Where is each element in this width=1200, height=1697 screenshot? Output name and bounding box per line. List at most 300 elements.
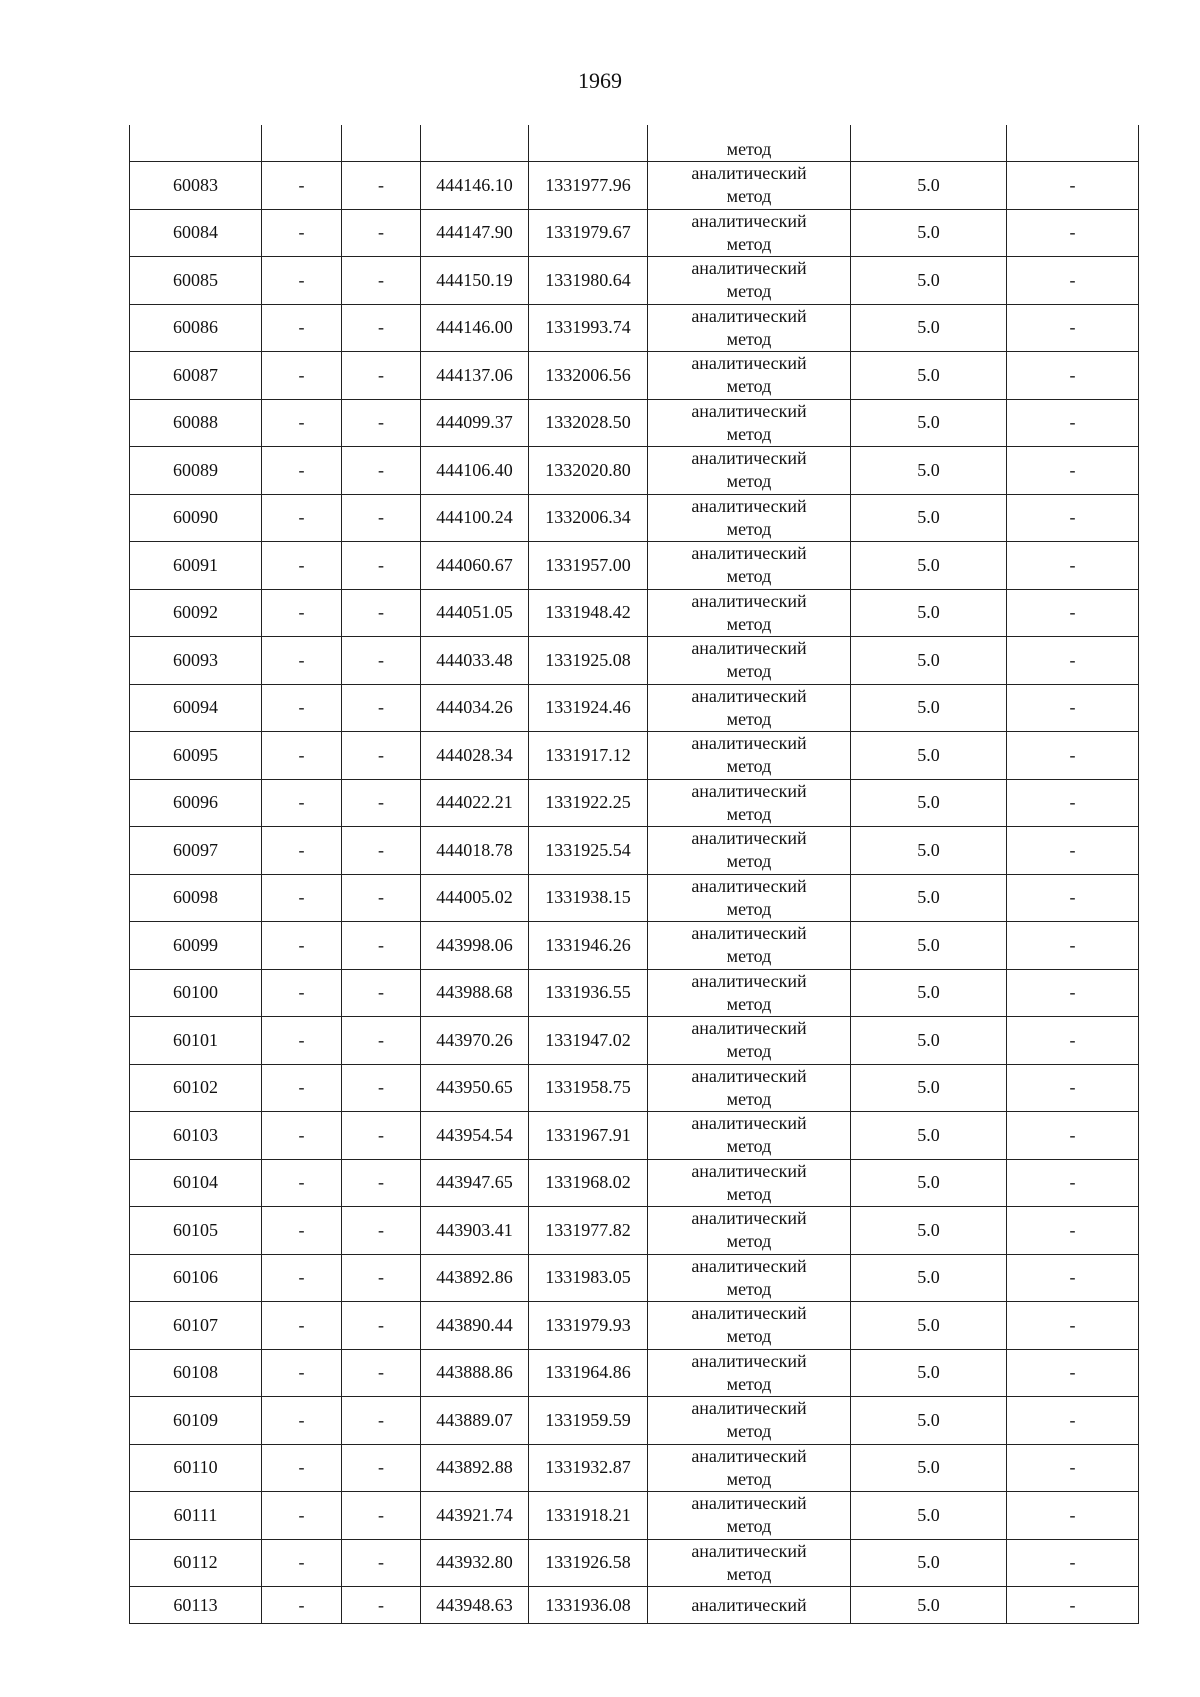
dash-cell: -	[342, 1302, 421, 1350]
dash-cell: -	[342, 1159, 421, 1207]
dash-cell: -	[1007, 1254, 1139, 1302]
method-cell	[648, 732, 851, 780]
dash-cell: -	[342, 1444, 421, 1492]
point-number-cell: 60085	[130, 257, 262, 305]
method-cell	[648, 1539, 851, 1587]
dash-cell: -	[342, 494, 421, 542]
method-line-2: метод	[726, 186, 772, 207]
dash-cell: -	[342, 1064, 421, 1112]
accuracy-cell: 5.0	[851, 1302, 1007, 1350]
x-coordinate-cell: 444150.19	[421, 257, 529, 305]
point-number-cell: 60092	[130, 589, 262, 637]
y-coordinate-cell: 1331947.02	[529, 1017, 648, 1065]
method-line-2: метод	[726, 613, 772, 634]
table-row	[130, 542, 1139, 590]
dash-cell: -	[1007, 874, 1139, 922]
table-row	[130, 1587, 1139, 1624]
point-number-cell: 60094	[130, 684, 262, 732]
dash-cell: -	[1007, 779, 1139, 827]
method-cell	[648, 1112, 851, 1160]
dash-cell: -	[342, 257, 421, 305]
accuracy-cell: 5.0	[851, 399, 1007, 447]
dash-cell: -	[342, 399, 421, 447]
method-cell	[648, 969, 851, 1017]
dash-cell: -	[1007, 1207, 1139, 1255]
table-row	[130, 1064, 1139, 1112]
accuracy-cell: 5.0	[851, 779, 1007, 827]
dash-cell: -	[342, 684, 421, 732]
table-row	[130, 209, 1139, 257]
dash-cell: -	[262, 969, 342, 1017]
x-coordinate-cell: 443903.41	[421, 1207, 529, 1255]
method-line-1: аналитический	[691, 400, 807, 421]
method-cell	[648, 447, 851, 495]
dash-cell: -	[262, 257, 342, 305]
method-line-2: метод	[726, 1516, 772, 1537]
dash-cell: -	[262, 447, 342, 495]
method-line-2: метод	[726, 1326, 772, 1347]
dash-cell: -	[342, 542, 421, 590]
y-coordinate-cell: 1332020.80	[529, 447, 648, 495]
dash-cell: -	[342, 1017, 421, 1065]
table-row	[130, 1397, 1139, 1445]
x-coordinate-cell: 444147.90	[421, 209, 529, 257]
method-line-1: аналитический	[691, 828, 807, 849]
dash-cell: -	[262, 1207, 342, 1255]
dash-cell: -	[342, 922, 421, 970]
dash-cell: -	[1007, 1302, 1139, 1350]
accuracy-cell: 5.0	[851, 162, 1007, 210]
accuracy-cell: 5.0	[851, 542, 1007, 590]
y-coordinate-cell: 1331979.67	[529, 209, 648, 257]
dash-cell: -	[1007, 542, 1139, 590]
method-cell	[648, 922, 851, 970]
method-cell	[648, 1349, 851, 1397]
dash-cell: -	[342, 1207, 421, 1255]
x-coordinate-cell: 443998.06	[421, 922, 529, 970]
x-coordinate-cell: 444100.24	[421, 494, 529, 542]
dash-cell: -	[262, 542, 342, 590]
method-line-2: метод	[726, 1136, 772, 1157]
x-coordinate-cell: 444146.10	[421, 162, 529, 210]
method-line-1: аналитический	[691, 305, 807, 326]
table-row	[130, 589, 1139, 637]
point-number-cell: 60090	[130, 494, 262, 542]
method-cell	[648, 589, 851, 637]
point-number-cell: 60113	[130, 1587, 262, 1624]
table-row	[130, 304, 1139, 352]
dash-cell: -	[262, 1587, 342, 1624]
dash-cell: -	[262, 399, 342, 447]
dash-cell: -	[1007, 922, 1139, 970]
dash-cell: -	[262, 494, 342, 542]
y-coordinate-cell: 1331938.15	[529, 874, 648, 922]
dash-cell: -	[342, 827, 421, 875]
method-line-2: метод	[726, 1468, 772, 1489]
x-coordinate-cell: 444137.06	[421, 352, 529, 400]
method-line-1: аналитический	[691, 590, 807, 611]
point-number-cell: 60096	[130, 779, 262, 827]
dash-cell: -	[262, 779, 342, 827]
point-number-cell: 60107	[130, 1302, 262, 1350]
accuracy-cell: 5.0	[851, 352, 1007, 400]
point-number-cell: 60104	[130, 1159, 262, 1207]
dash-cell: -	[1007, 637, 1139, 685]
method-line-1: аналитический	[691, 543, 807, 564]
point-number-cell: 60089	[130, 447, 262, 495]
x-coordinate-cell: 443892.88	[421, 1444, 529, 1492]
method-cell	[648, 494, 851, 542]
point-number-cell: 60110	[130, 1444, 262, 1492]
x-coordinate-cell: 443954.54	[421, 1112, 529, 1160]
table-row	[130, 162, 1139, 210]
x-coordinate-cell: 443932.80	[421, 1539, 529, 1587]
dash-cell: -	[262, 637, 342, 685]
dash-cell: -	[342, 1349, 421, 1397]
y-coordinate-cell: 1332006.56	[529, 352, 648, 400]
method-line-1: аналитический	[691, 970, 807, 991]
point-number-cell: 60091	[130, 542, 262, 590]
point-number-cell: 60102	[130, 1064, 262, 1112]
y-coordinate-cell: 1331932.87	[529, 1444, 648, 1492]
table-row	[130, 779, 1139, 827]
dash-cell: -	[1007, 589, 1139, 637]
dash-cell: -	[342, 1254, 421, 1302]
x-coordinate-cell: 444028.34	[421, 732, 529, 780]
method-line-1: аналитический	[691, 1255, 807, 1276]
y-coordinate-cell: 1332028.50	[529, 399, 648, 447]
y-coordinate-cell: 1331922.25	[529, 779, 648, 827]
y-coordinate-cell: 1331979.93	[529, 1302, 648, 1350]
method-line-1: аналитический	[691, 1113, 807, 1134]
x-coordinate-cell: 444033.48	[421, 637, 529, 685]
method-line-1: аналитический	[691, 923, 807, 944]
table-row	[130, 874, 1139, 922]
point-number-cell: 60100	[130, 969, 262, 1017]
dash-cell: -	[262, 827, 342, 875]
accuracy-cell: 5.0	[851, 1064, 1007, 1112]
method-line-1: аналитический	[691, 875, 807, 896]
dash-cell: -	[1007, 304, 1139, 352]
dash-cell: -	[342, 209, 421, 257]
dash-cell: -	[262, 209, 342, 257]
x-coordinate-cell: 444106.40	[421, 447, 529, 495]
y-coordinate-cell: 1331977.82	[529, 1207, 648, 1255]
x-coordinate-cell: 443948.63	[421, 1587, 529, 1624]
dash-cell: -	[342, 969, 421, 1017]
table-row	[130, 494, 1139, 542]
x-coordinate-cell: 444099.37	[421, 399, 529, 447]
method-cell	[648, 209, 851, 257]
y-coordinate-cell: 1331993.74	[529, 304, 648, 352]
method-line-1: аналитический	[691, 1065, 807, 1086]
dash-cell: -	[1007, 827, 1139, 875]
x-coordinate-cell: 443921.74	[421, 1492, 529, 1540]
dash-cell: -	[1007, 1064, 1139, 1112]
table-row	[130, 1539, 1139, 1587]
x-coordinate-cell: 443889.07	[421, 1397, 529, 1445]
method-line-1: аналитический	[691, 1493, 807, 1514]
y-coordinate-cell: 1331958.75	[529, 1064, 648, 1112]
point-number-cell: 60084	[130, 209, 262, 257]
table-row	[130, 1444, 1139, 1492]
method-line-1: аналитический	[691, 163, 807, 184]
table-row	[130, 922, 1139, 970]
point-number-cell: 60108	[130, 1349, 262, 1397]
method-cell	[648, 1397, 851, 1445]
dash-cell: -	[342, 589, 421, 637]
table-row	[130, 1254, 1139, 1302]
method-cell	[648, 542, 851, 590]
method-line-1: аналитический	[691, 638, 807, 659]
method-line-2: метод	[726, 1041, 772, 1062]
accuracy-cell: 5.0	[851, 209, 1007, 257]
point-number-cell: 60112	[130, 1539, 262, 1587]
method-line-1: аналитический	[691, 210, 807, 231]
y-coordinate-cell: 1331918.21	[529, 1492, 648, 1540]
method-line-2: метод	[726, 566, 772, 587]
method-line-2: метод	[726, 1088, 772, 1109]
method-cell	[648, 1254, 851, 1302]
table-row	[130, 732, 1139, 780]
method-line-1: аналитический	[691, 1540, 807, 1561]
table-row	[130, 399, 1139, 447]
method-line-1: аналитический	[691, 1160, 807, 1181]
dash-cell: -	[262, 1492, 342, 1540]
accuracy-cell: 5.0	[851, 637, 1007, 685]
method-line-1: аналитический	[691, 353, 807, 374]
y-coordinate-cell: 1331936.55	[529, 969, 648, 1017]
dash-cell: -	[342, 447, 421, 495]
dash-cell: -	[1007, 399, 1139, 447]
dash-cell: -	[262, 1397, 342, 1445]
dash-cell: -	[1007, 1112, 1139, 1160]
method-line-1: аналитический	[691, 1350, 807, 1371]
table-row	[130, 684, 1139, 732]
x-coordinate-cell: 444034.26	[421, 684, 529, 732]
table-row	[130, 1207, 1139, 1255]
table-row	[130, 1112, 1139, 1160]
method-line-2: метод	[726, 1231, 772, 1252]
point-number-cell: 60111	[130, 1492, 262, 1540]
table-row	[130, 1302, 1139, 1350]
x-coordinate-cell: 444051.05	[421, 589, 529, 637]
dash-cell: -	[262, 732, 342, 780]
method-line-2: метод	[726, 328, 772, 349]
y-coordinate-cell: 1331967.91	[529, 1112, 648, 1160]
dash-cell: -	[262, 1302, 342, 1350]
method-cell	[648, 637, 851, 685]
y-coordinate-cell: 1331936.08	[529, 1587, 648, 1624]
point-number-cell: 60109	[130, 1397, 262, 1445]
x-coordinate-cell: 444005.02	[421, 874, 529, 922]
method-line-2: метод	[726, 376, 772, 397]
method-line-2: метод	[726, 518, 772, 539]
y-coordinate-cell: 1331964.86	[529, 1349, 648, 1397]
method-cell: метод	[648, 125, 851, 162]
accuracy-cell: 5.0	[851, 1207, 1007, 1255]
dash-cell: -	[342, 637, 421, 685]
table-row	[130, 1159, 1139, 1207]
point-number-cell: 60103	[130, 1112, 262, 1160]
method-line-1: аналитический	[691, 1594, 807, 1615]
accuracy-cell: 5.0	[851, 1492, 1007, 1540]
accuracy-cell: 5.0	[851, 257, 1007, 305]
dash-cell: -	[342, 874, 421, 922]
x-coordinate-cell: 443950.65	[421, 1064, 529, 1112]
point-number-cell: 60086	[130, 304, 262, 352]
method-cell	[648, 1302, 851, 1350]
x-coordinate-cell: 443888.86	[421, 1349, 529, 1397]
table-row	[130, 969, 1139, 1017]
y-coordinate-cell: 1331980.64	[529, 257, 648, 305]
accuracy-cell: 5.0	[851, 589, 1007, 637]
x-coordinate-cell: 444060.67	[421, 542, 529, 590]
accuracy-cell: 5.0	[851, 1017, 1007, 1065]
accuracy-cell: 5.0	[851, 1112, 1007, 1160]
dash-cell: -	[1007, 1492, 1139, 1540]
method-cell	[648, 1492, 851, 1540]
y-coordinate-cell: 1331957.00	[529, 542, 648, 590]
table-row	[130, 257, 1139, 305]
y-coordinate-cell: 1331917.12	[529, 732, 648, 780]
dash-cell: -	[1007, 447, 1139, 495]
table-row	[130, 1017, 1139, 1065]
x-coordinate-cell: 444146.00	[421, 304, 529, 352]
method-line-2: метод	[726, 1373, 772, 1394]
method-cell	[648, 399, 851, 447]
table-row	[130, 1349, 1139, 1397]
method-line-2: метод	[726, 661, 772, 682]
dash-cell: -	[262, 589, 342, 637]
y-coordinate-cell: 1331924.46	[529, 684, 648, 732]
method-cell	[648, 304, 851, 352]
y-coordinate-cell: 1331948.42	[529, 589, 648, 637]
dash-cell: -	[1007, 1397, 1139, 1445]
dash-cell: -	[342, 162, 421, 210]
point-number-cell: 60093	[130, 637, 262, 685]
dash-cell: -	[342, 352, 421, 400]
dash-cell: -	[262, 1159, 342, 1207]
accuracy-cell: 5.0	[851, 684, 1007, 732]
dash-cell: -	[1007, 1587, 1139, 1624]
accuracy-cell: 5.0	[851, 1159, 1007, 1207]
table-row	[130, 447, 1139, 495]
method-line-1: аналитический	[691, 495, 807, 516]
dash-cell: -	[1007, 209, 1139, 257]
method-line-2: метод	[726, 756, 772, 777]
y-coordinate-cell: 1331968.02	[529, 1159, 648, 1207]
accuracy-cell: 5.0	[851, 304, 1007, 352]
accuracy-cell: 5.0	[851, 1254, 1007, 1302]
point-number-cell: 60097	[130, 827, 262, 875]
method-line-1: аналитический	[691, 685, 807, 706]
table-row	[130, 1492, 1139, 1540]
y-coordinate-cell: 1331926.58	[529, 1539, 648, 1587]
dash-cell: -	[1007, 732, 1139, 780]
dash-cell: -	[262, 684, 342, 732]
dash-cell: -	[1007, 1349, 1139, 1397]
point-number-cell: 60098	[130, 874, 262, 922]
dash-cell: -	[1007, 1017, 1139, 1065]
accuracy-cell: 5.0	[851, 922, 1007, 970]
dash-cell: -	[1007, 684, 1139, 732]
dash-cell: -	[262, 1254, 342, 1302]
method-line-2: метод	[726, 708, 772, 729]
method-cell	[648, 779, 851, 827]
dash-cell: -	[342, 1539, 421, 1587]
dash-cell: -	[1007, 352, 1139, 400]
table-row	[130, 827, 1139, 875]
dash-cell: -	[1007, 494, 1139, 542]
method-line-2: метод	[726, 1421, 772, 1442]
y-coordinate-cell: 1331983.05	[529, 1254, 648, 1302]
x-coordinate-cell: 443947.65	[421, 1159, 529, 1207]
method-cell	[648, 1159, 851, 1207]
accuracy-cell: 5.0	[851, 1349, 1007, 1397]
method-line-2: метод	[726, 993, 772, 1014]
y-coordinate-cell: 1331925.54	[529, 827, 648, 875]
method-line-2: метод	[726, 946, 772, 967]
point-number-cell: 60083	[130, 162, 262, 210]
dash-cell: -	[1007, 257, 1139, 305]
method-line-2: метод	[726, 1278, 772, 1299]
y-coordinate-cell: 1331977.96	[529, 162, 648, 210]
method-line-2: метод	[726, 281, 772, 302]
coordinates-table	[129, 125, 1139, 1624]
dash-cell: -	[342, 1112, 421, 1160]
method-line-1: аналитический	[691, 258, 807, 279]
dash-cell: -	[262, 922, 342, 970]
method-cell	[648, 1017, 851, 1065]
method-cell	[648, 1444, 851, 1492]
x-coordinate-cell: 443970.26	[421, 1017, 529, 1065]
method-cell	[648, 162, 851, 210]
dash-cell: -	[262, 1444, 342, 1492]
y-coordinate-cell: 1331925.08	[529, 637, 648, 685]
dash-cell: -	[262, 1064, 342, 1112]
dash-cell: -	[1007, 1159, 1139, 1207]
y-coordinate-cell: 1331959.59	[529, 1397, 648, 1445]
x-coordinate-cell: 443892.86	[421, 1254, 529, 1302]
dash-cell: -	[342, 304, 421, 352]
dash-cell: -	[342, 1587, 421, 1624]
dash-cell: -	[1007, 162, 1139, 210]
accuracy-cell: 5.0	[851, 1539, 1007, 1587]
dash-cell: -	[262, 304, 342, 352]
method-line-1: аналитический	[691, 780, 807, 801]
accuracy-cell: 5.0	[851, 494, 1007, 542]
dash-cell: -	[262, 874, 342, 922]
dash-cell: -	[342, 732, 421, 780]
accuracy-cell: 5.0	[851, 1397, 1007, 1445]
continuation-row	[130, 125, 1139, 162]
method-line-1: аналитический	[691, 733, 807, 754]
point-number-cell: 60105	[130, 1207, 262, 1255]
method-cell	[648, 352, 851, 400]
dash-cell: -	[262, 1349, 342, 1397]
accuracy-cell: 5.0	[851, 969, 1007, 1017]
dash-cell: -	[342, 779, 421, 827]
dash-cell: -	[1007, 969, 1139, 1017]
method-cell	[648, 1064, 851, 1112]
method-line-1: аналитический	[691, 1208, 807, 1229]
dash-cell: -	[342, 1397, 421, 1445]
method-line-1: аналитический	[691, 1303, 807, 1324]
method-line-2: метод	[726, 898, 772, 919]
dash-cell: -	[262, 1539, 342, 1587]
dash-cell: -	[262, 162, 342, 210]
